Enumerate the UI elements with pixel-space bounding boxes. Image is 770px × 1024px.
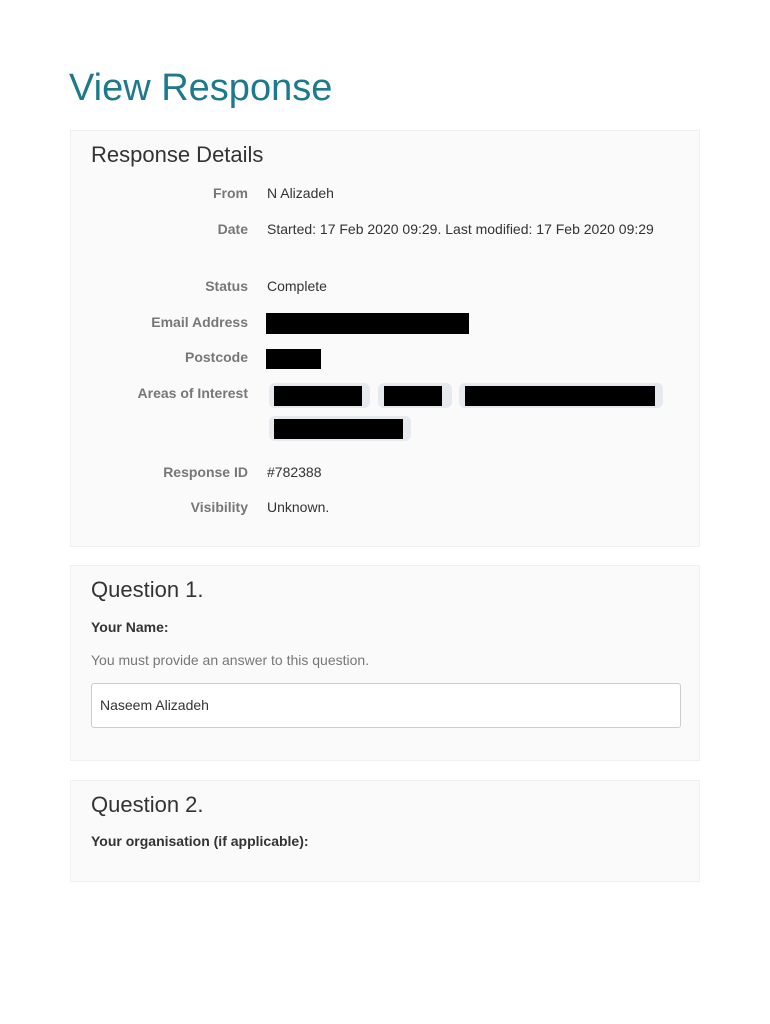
response-details-heading: Response Details — [91, 142, 264, 167]
email-label: Email Address — [151, 314, 248, 330]
question-1-answer-field[interactable]: Naseem Alizadeh — [91, 683, 681, 728]
status-value: Complete — [267, 278, 327, 294]
response-id-value: #782388 — [267, 464, 322, 480]
response-details-panel — [70, 130, 700, 547]
question-2-heading: Question 2. — [91, 792, 204, 817]
interest-tag — [459, 383, 663, 408]
page-title: View Response — [69, 67, 333, 109]
visibility-label: Visibility — [190, 499, 248, 515]
interests-label: Areas of Interest — [137, 385, 248, 401]
date-value: Started: 17 Feb 2020 09:29. Last modified: 17 Feb 2020 09:29 — [267, 221, 654, 237]
postcode-label: Postcode — [184, 349, 248, 365]
detail-row-interests — [71, 383, 701, 443]
interest-redaction — [465, 386, 655, 406]
interest-redaction — [274, 419, 403, 439]
question-1-panel — [70, 565, 700, 761]
question-1-heading: Question 1. — [91, 577, 204, 602]
question-1-help-text: You must provide an answer to this question. — [91, 652, 370, 668]
visibility-value: Unknown. — [267, 499, 330, 515]
interest-tag — [269, 416, 411, 441]
from-value: N Alizadeh — [267, 185, 334, 201]
date-label: Date — [217, 221, 248, 237]
response-id-label: Response ID — [163, 464, 248, 480]
email-redaction — [266, 313, 469, 334]
interest-tag — [378, 383, 452, 408]
question-1-label: Your Name: — [91, 619, 169, 635]
interest-redaction — [274, 386, 362, 406]
interest-tag — [269, 383, 370, 408]
from-label: From — [213, 185, 248, 201]
status-label: Status — [205, 278, 248, 294]
interest-redaction — [384, 386, 442, 406]
postcode-redaction — [266, 349, 321, 369]
question-2-label: Your organisation (if applicable): — [91, 833, 309, 849]
question-2-panel — [70, 780, 700, 882]
